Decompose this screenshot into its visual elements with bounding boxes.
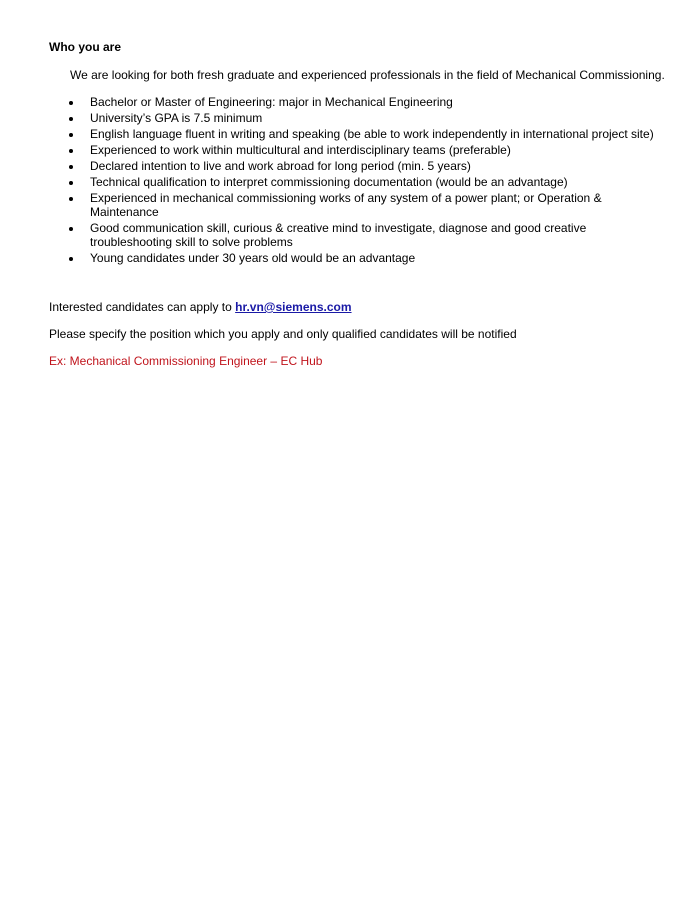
list-item-text: University’s GPA is 7.5 minimum [90,111,263,125]
intro-paragraph: We are looking for both fresh graduate and experienced professionals in the field of Mechanical Commissioning. [70,68,665,82]
requirements-list [49,95,659,265]
list-item [49,127,659,141]
list-item-text: Bachelor or Master of Engineering: major in Mechanical Engineering [90,95,453,109]
list-item-text: Declared intention to live and work abroad for long period (min. 5 years) [90,159,471,173]
bullet-icon [69,117,73,121]
bullet-icon [69,257,73,261]
list-item-text: Young candidates under 30 years old would be an advantage [90,251,416,265]
list-item-text: Experienced in mechanical commissioning works of any system of a power plant; or Operation & Maintenance [90,191,602,219]
list-item [49,191,659,219]
bullet-icon [69,101,73,105]
bullet-icon [69,165,73,169]
list-item [49,251,659,265]
apply-paragraph [49,300,700,314]
list-item-text: Good communication skill, curious & creative mind to investigate, diagnose and good creative troubleshooting skill to solve problems [90,221,587,249]
bullet-icon [69,197,73,201]
example-position: Ex: Mechanical Commissioning Engineer – EC Hub [49,354,323,368]
apply-prefix-text: Interested candidates can apply to [49,300,236,314]
list-item-text: Experienced to work within multicultural and interdisciplinary teams (preferable) [90,143,511,157]
email-link[interactable]: hr.vn@siemens.com [235,300,352,314]
list-item [49,95,659,109]
list-item [49,175,659,189]
section-heading: Who you are [49,40,122,54]
list-item [49,111,659,125]
bullet-icon [69,227,73,231]
list-item [49,159,659,173]
bullet-icon [69,149,73,153]
list-item [49,143,659,157]
bullet-icon [69,181,73,185]
list-item-text: English language fluent in writing and speaking (be able to work independently in international project site) [90,127,654,141]
list-item-text: Technical qualification to interpret commissioning documentation (would be an advantage) [90,175,568,189]
list-item [49,221,659,249]
specify-note: Please specify the position which you apply and only qualified candidates will be notified [49,327,517,341]
bullet-icon [69,133,73,137]
